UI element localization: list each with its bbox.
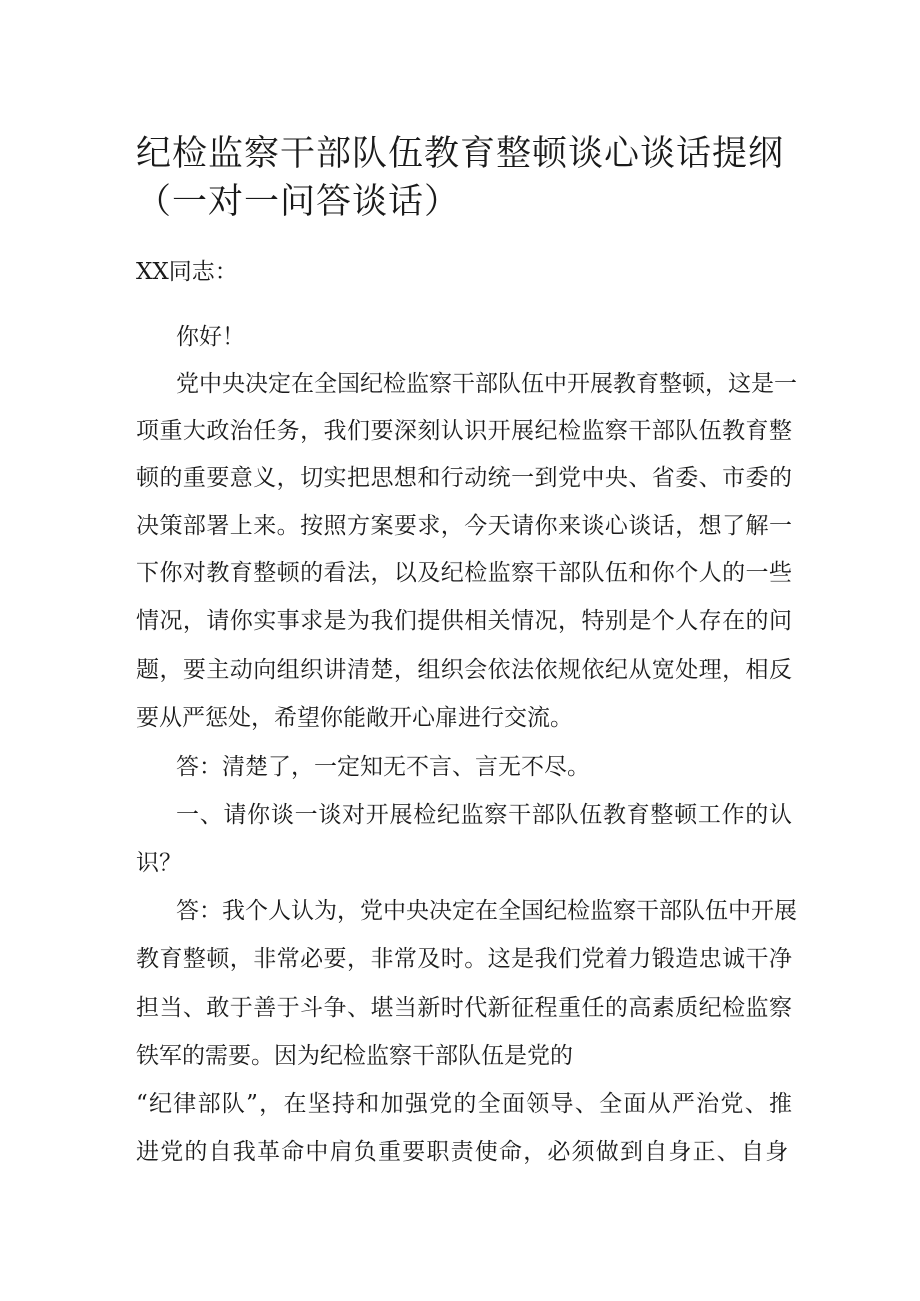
paragraph-line: 顿的重要意义，切实把思想和行动统一到党中央、省委、市委的 <box>136 465 792 491</box>
answer-line: 进党的自我革命中肩负重要职责使命，必须做到自身正、自身 <box>136 1139 790 1165</box>
paragraph-line: 情况，请你实事求是为我们提供相关情况，特别是个人存在的问 <box>136 608 792 634</box>
title-line-2: （一对一问答谈话） <box>136 182 461 222</box>
question-line: 识？ <box>136 850 182 876</box>
paragraph-line: 项重大政治任务，我们要深刻认识开展纪检监察干部队伍教育整 <box>136 418 792 444</box>
paragraph-line: 下你对教育整顿的看法，以及纪检监察干部队伍和你个人的一些 <box>136 560 792 586</box>
answer-line: “纪律部队”，在坚持和加强党的全面领导、全面从严治党、推 <box>136 1091 792 1117</box>
answer-line: 铁军的需要。因为纪检监察干部队伍是党的 <box>136 1043 573 1069</box>
paragraph-line: 要从严惩处，希望你能敞开心扉进行交流。 <box>136 705 573 731</box>
paragraph-line: 党中央决定在全国纪检监察干部队伍中开展教育整顿，这是一 <box>176 371 797 397</box>
answer-line: 答：我个人认为，党中央决定在全国纪检监察干部队伍中开展 <box>176 898 797 924</box>
paragraph-line: 决策部署上来。按照方案要求，今天请你来谈心谈话，想了解一 <box>136 513 792 539</box>
answer-line: 担当、敢于善于斗争、堪当新时代新征程重任的高素质纪检监察 <box>136 995 792 1021</box>
title-line-1: 纪检监察干部队伍教育整顿谈心谈话提纲 <box>136 134 785 174</box>
paragraph-line: 题，要主动向组织讲清楚，组织会依法依规依纪从宽处理，相反 <box>136 657 792 683</box>
answer-line: 教育整顿，非常必要，非常及时。这是我们党着力锻造忠诚干净 <box>136 946 792 972</box>
salutation: XX同志： <box>136 259 238 285</box>
question-line: 一、请你谈一谈对开展检纪监察干部队伍教育整顿工作的认 <box>176 802 792 828</box>
answer-line: 答：清楚了，一定知无不言、言无不尽。 <box>176 754 590 780</box>
document-title <box>136 130 796 226</box>
greeting: 你好！ <box>176 324 245 350</box>
